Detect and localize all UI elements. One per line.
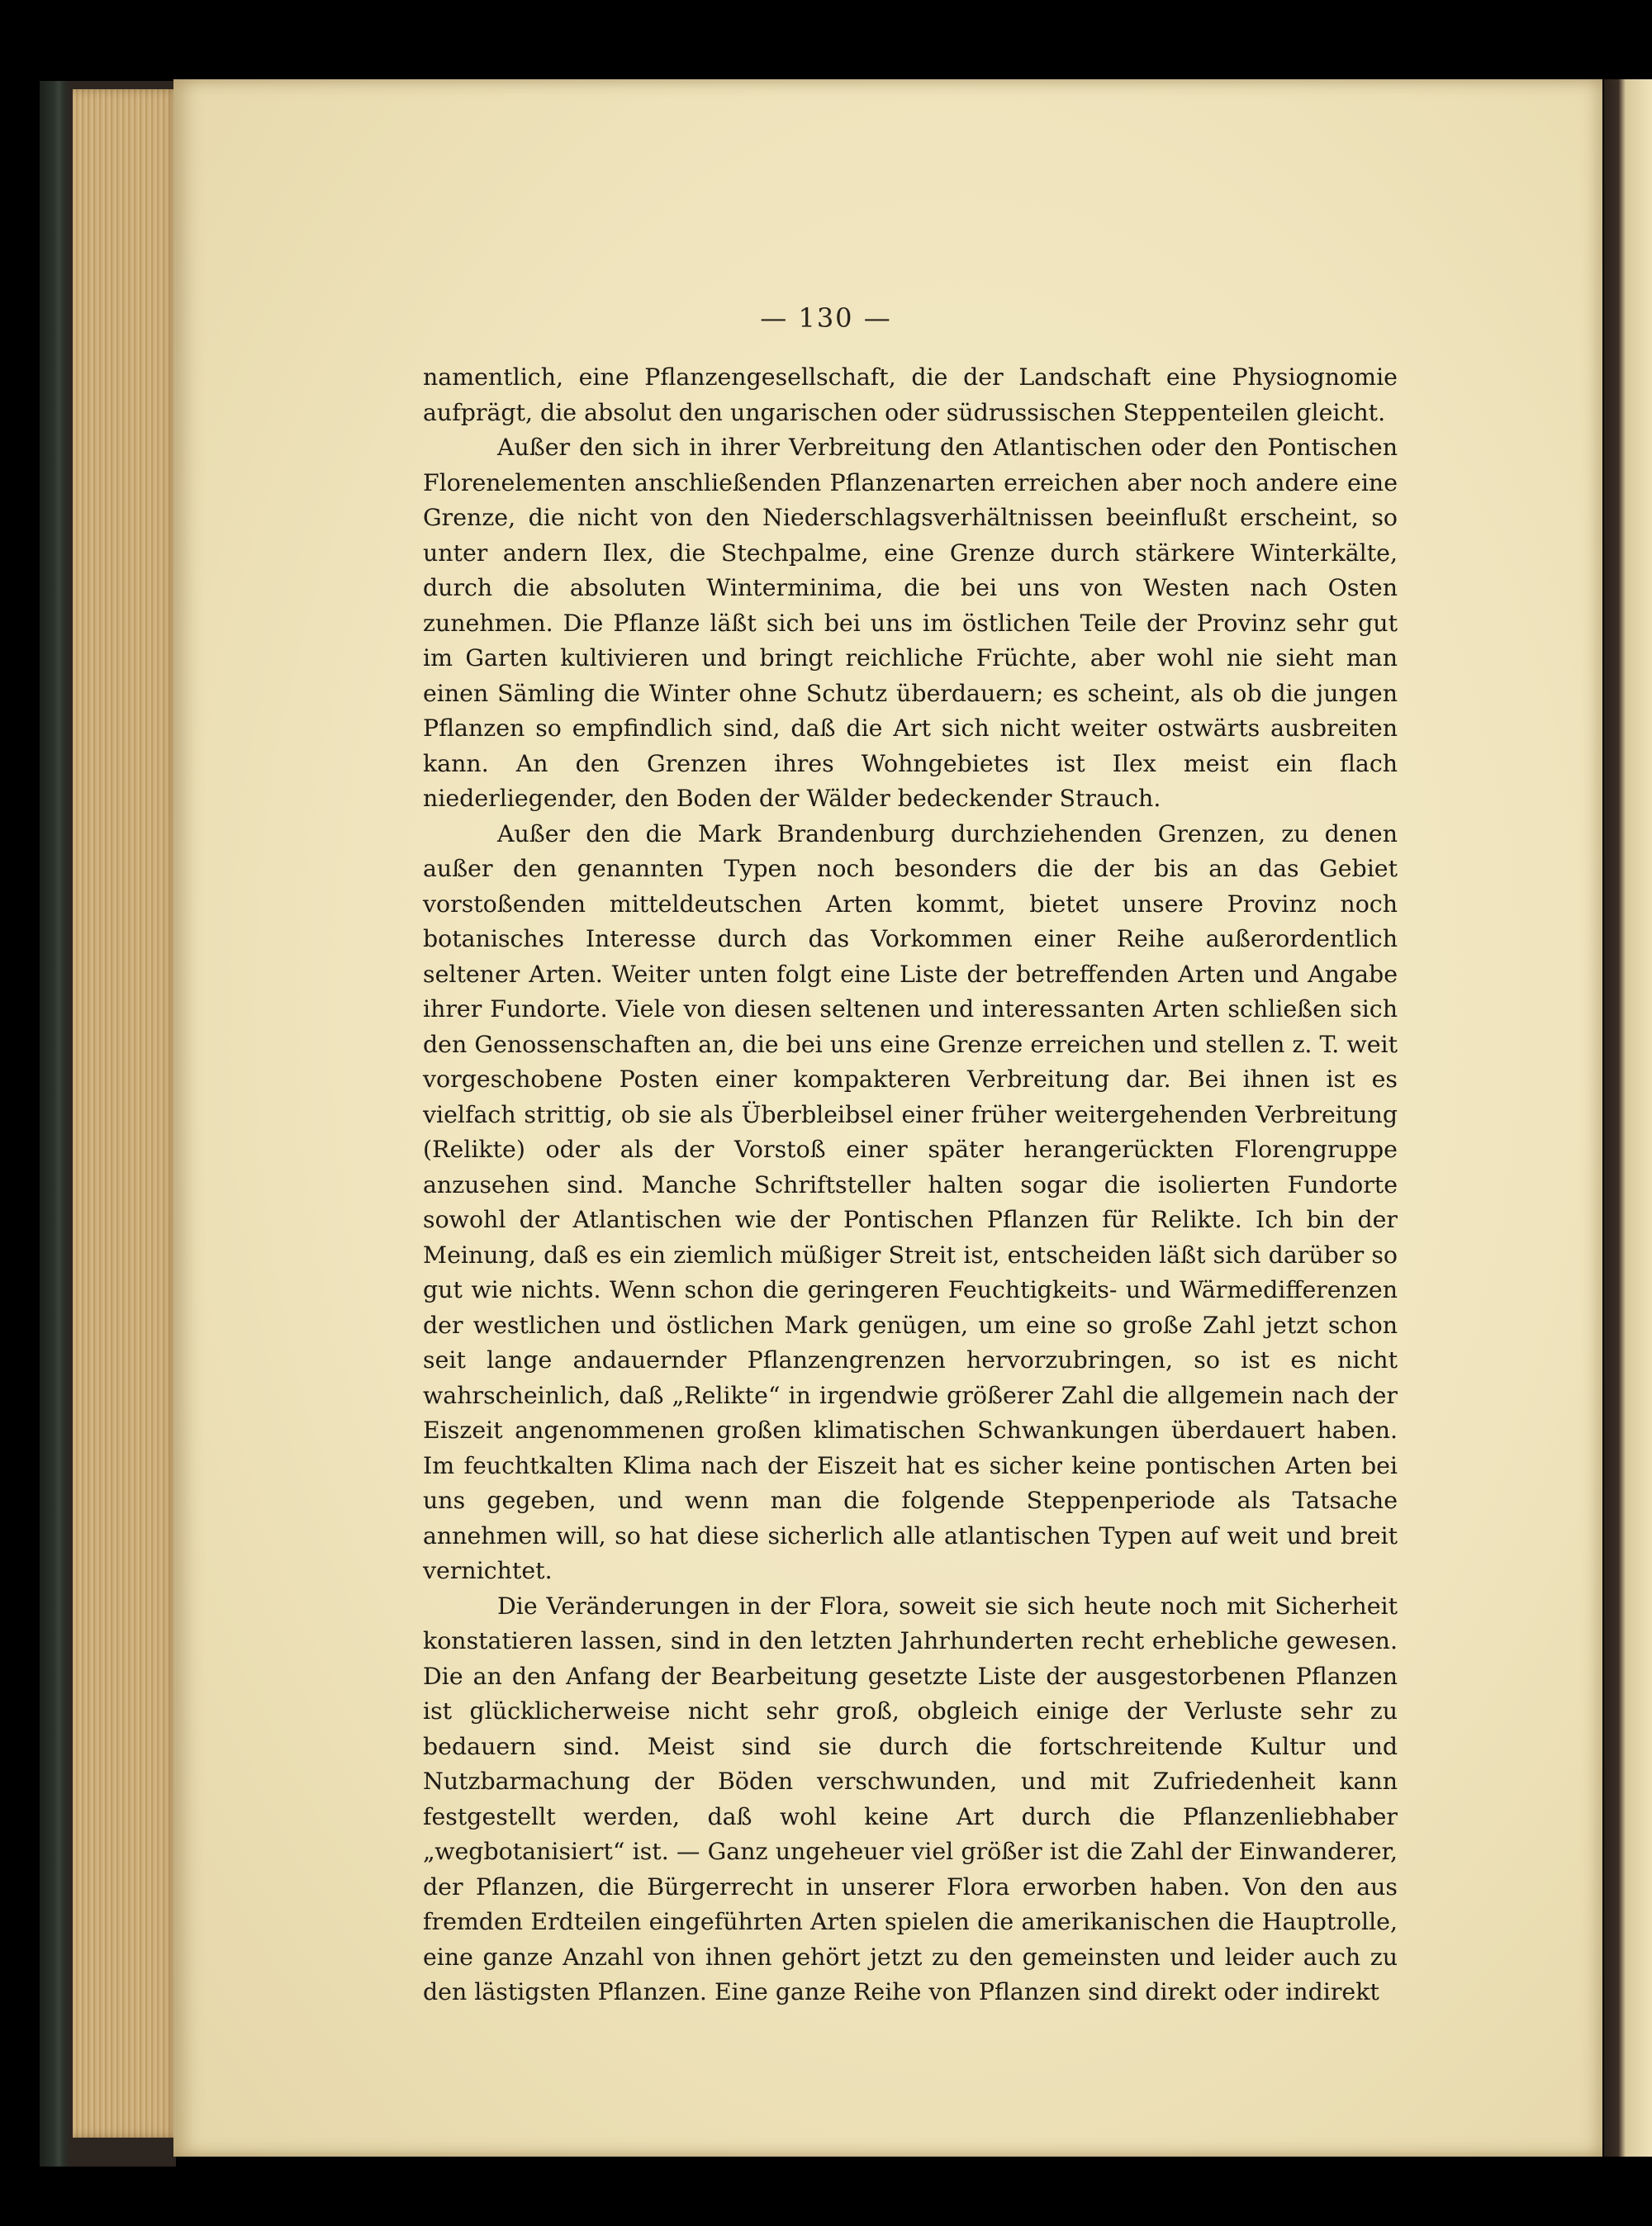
- body-text: [423, 360, 1398, 2010]
- page-edges: [73, 89, 180, 2138]
- facing-page-edge: [1604, 79, 1652, 2157]
- page-number: — 130 —: [760, 302, 892, 334]
- paragraph-rare-species: Außer den die Mark Brandenburg durchziehenden Grenzen, zu denen außer den genannten Typen noch besonders die der bis an das Gebiet vorstoßenden mitteldeutschen Arten kommt, bietet unsere Provinz noch botanisches Interesse durch das Vorkommen einer Reihe außerordentlich seltener Arten. Weiter unten folgt eine Liste der betreffenden Arten und Angabe ihrer Fundorte. Viele von diesen seltenen und interessanten Arten schließen sich den Genossenschaften an, die bei uns eine Grenze erreichen und stellen z. T. weit vorgeschobene Posten einer kompakteren Verbreitung dar. Bei ihnen ist es vielfach strittig, ob sie als Überbleibsel einer früher weitergehenden Verbreitung (Relikte) oder als der Vorstoß einer später herangerückten Florengruppe anzusehen sind. Manche Schriftsteller halten sogar die isolierten Fundorte sowohl der Atlantischen wie der Pontischen Pflanzen für Relikte. Ich bin der Meinung, daß es ein ziemlich müßiger Streit ist, entscheiden läßt sich darüber so gut wie nichts. Wenn schon die geringeren Feuchtigkeits- und Wärmedifferenzen der westlichen und östlichen Mark genügen, um eine so große Zahl jetzt schon seit lange andauernder Pflanzengrenzen hervorzubringen, so ist es nicht wahrscheinlich, daß „Relikte“ in irgendwie größerer Zahl die allgemein nach der Eiszeit angenommenen großen klimatischen Schwankungen überdauert haben. Im feuchtkalten Klima nach der Eiszeit hat es sicher keine pontischen Arten bei uns gegeben, und wenn man die folgende Steppenperiode als Tatsache annehmen will, so hat diese sicherlich alle atlantischen Typen auf weit und breit vernichtet.: [423, 819, 1398, 1584]
- paragraph-ilex: Außer den sich in ihrer Verbreitung den Atlantischen oder den Pontischen Florenelementen anschließenden Pflanzenarten erreichen aber noch andere eine Grenze, die nicht von den Niederschlagsverhältnissen beeinflußt erscheint, so unter andern Ilex, die Stechpalme, eine Grenze durch stärkere Winterkälte, durch die absoluten Winterminima, die bei uns von Westen nach Osten zunehmen. Die Pflanze läßt sich bei uns im östlichen Teile der Provinz sehr gut im Garten kultivieren und bringt reichliche Früchte, aber wohl nie sieht man einen Sämling die Winter ohne Schutz überdauern; es scheint, als ob die jungen Pflanzen so empfindlich sind, daß die Art sich nicht weiter ostwärts ausbreiten kann. An den Grenzen ihres Wohngebietes ist Ilex meist ein flach niederliegender, den Boden der Wälder bedeckender Strauch.: [423, 434, 1398, 812]
- paragraph-continuation: namentlich, eine Pflanzengesellschaft, die der Landschaft eine Physiognomie aufprägt, die absolut den ungarischen oder südrussischen Steppenteilen gleicht.: [423, 363, 1398, 426]
- paragraph-flora-changes: Die Veränderungen in der Flora, soweit sie sich heute noch mit Sicherheit konstatieren lassen, sind in den letzten Jahrhunderten recht erhebliche gewesen. Die an den Anfang der Bearbeitung gesetzte Liste der ausgestorbenen Pflanzen ist glücklicherweise nicht sehr groß, obgleich einige der Verluste sehr zu bedauern sind. Meist sind sie durch die fortschreitende Kultur und Nutzbarmachung der Böden verschwunden, und mit Zufriedenheit kann festgestellt werden, daß wohl keine Art durch die Pflanzenliebhaber „wegbotanisiert“ ist. — Ganz ungeheuer viel größer ist die Zahl der Einwanderer, der Pflanzen, die Bürgerrecht in unserer Flora erworben haben. Von den aus fremden Erdteilen eingeführten Arten spielen die amerikanischen die Hauptrolle, eine ganze Anzahl von ihnen gehört jetzt zu den gemeinsten und leider auch zu den lästigsten Pflanzen. Eine ganze Reihe von Pflanzen sind direkt oder indirekt: [423, 1592, 1398, 2005]
